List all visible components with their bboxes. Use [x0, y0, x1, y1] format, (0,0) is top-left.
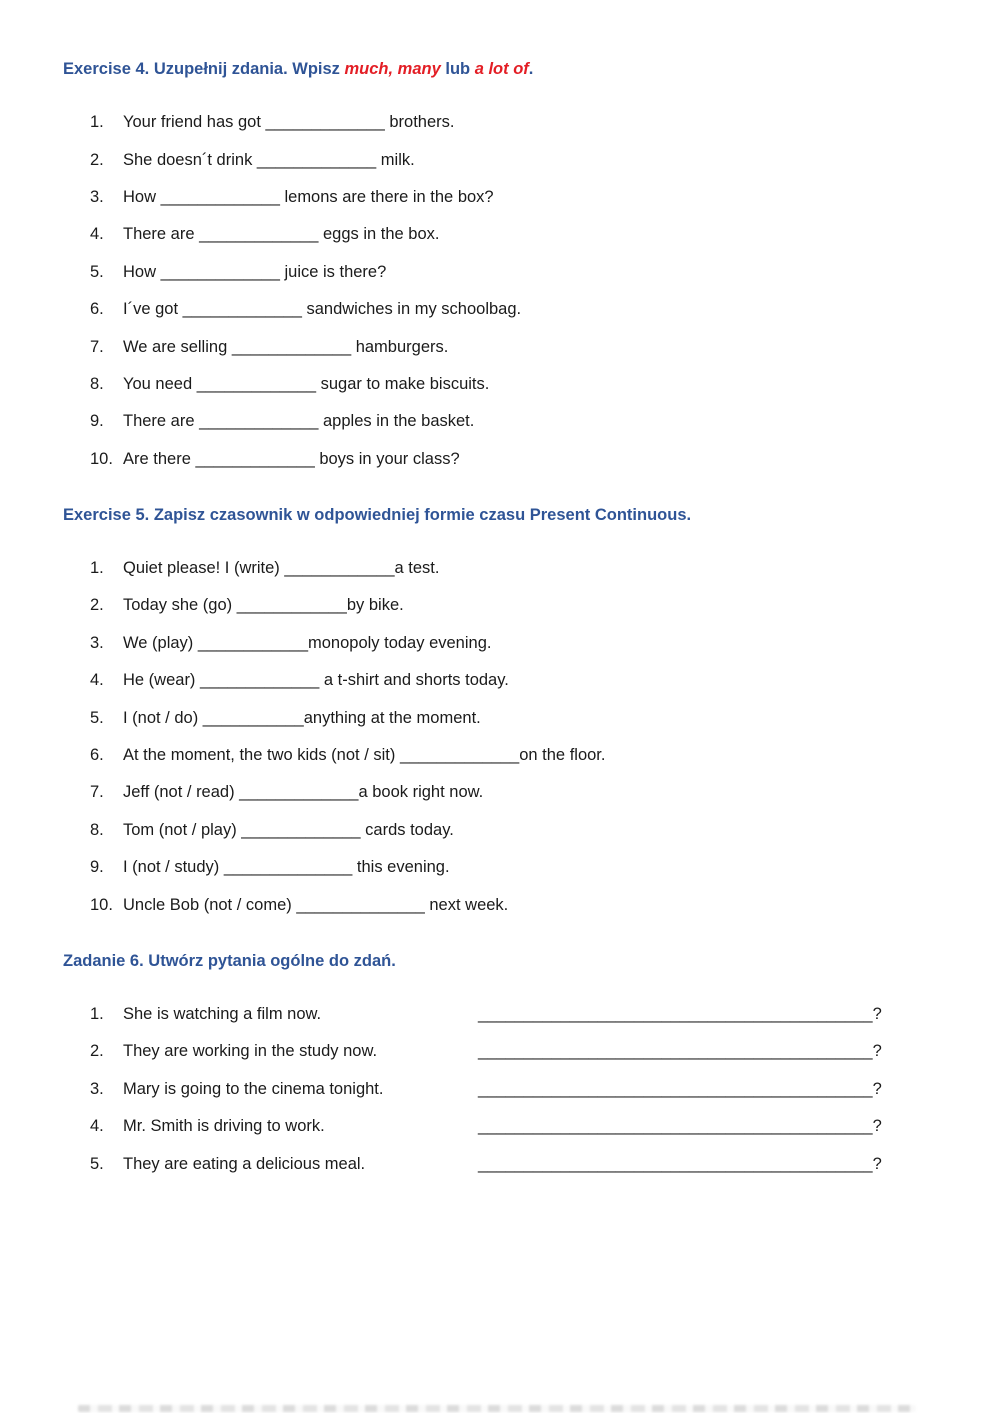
- item-sentence-with-blank: I (not / do) ___________anything at the moment.: [123, 708, 481, 727]
- item-number: 4.: [90, 1117, 104, 1136]
- item-number: 2.: [90, 150, 104, 169]
- item-sentence: They are working in the study now.: [123, 1042, 378, 1061]
- exercise4-heading-period: .: [528, 60, 534, 78]
- zadanie6-item: [90, 1145, 940, 1182]
- item-sentence: Mary is going to the cinema tonight.: [123, 1079, 384, 1098]
- item-sentence-with-blank: Your friend has got _____________ brothers.: [123, 113, 455, 132]
- item-sentence-with-blank: He (wear) _____________ a t-shirt and shorts today.: [123, 671, 509, 690]
- item-sentence-with-blank: She doesn´t drink _____________ milk.: [123, 150, 415, 169]
- item-number: 2.: [90, 596, 104, 615]
- item-sentence-with-blank: We (play) ____________monopoly today evening.: [123, 633, 492, 652]
- exercise4-item: [90, 328, 940, 365]
- item-number: 7.: [90, 783, 104, 802]
- item-number: 10.: [90, 449, 113, 468]
- item-number: 4.: [90, 225, 104, 244]
- exercise4-list: [90, 104, 940, 478]
- item-number: 5.: [90, 1154, 104, 1173]
- zadanie6-item: [90, 1108, 940, 1145]
- item-sentence: They are eating a delicious meal.: [123, 1154, 366, 1173]
- item-number: 5.: [90, 708, 104, 727]
- item-sentence-with-blank: We are selling _____________ hamburgers.: [123, 337, 449, 356]
- answer-blank-line: ___________________________________________?: [478, 1079, 882, 1098]
- item-sentence-with-blank: Tom (not / play) _____________ cards today.: [123, 820, 454, 839]
- answer-blank-line: ___________________________________________?: [478, 1005, 882, 1023]
- exercise5-item: [90, 625, 940, 662]
- item-sentence-with-blank: Uncle Bob (not / come) ______________ next week.: [123, 895, 509, 914]
- exercise4-heading-red-much-many: much, many: [344, 60, 441, 78]
- item-sentence-with-blank: There are _____________ eggs in the box.: [123, 225, 440, 244]
- item-number: 8.: [90, 820, 104, 839]
- item-sentence-with-blank: At the moment, the two kids (not / sit) _____________on the floor.: [123, 746, 606, 765]
- zadanie6-heading: Zadanie 6. Utwórz pytania ogólne do zdań.: [63, 951, 396, 970]
- item-number: 5.: [90, 262, 104, 281]
- item-sentence: She is watching a film now.: [123, 1005, 322, 1023]
- item-number: 9.: [90, 412, 104, 431]
- item-number: 3.: [90, 633, 104, 652]
- item-number: 1.: [90, 113, 104, 132]
- zadanie6-item: [90, 1071, 940, 1108]
- exercise4-heading: [63, 58, 940, 80]
- item-sentence-with-blank: How _____________ lemons are there in the box?: [123, 187, 494, 206]
- exercise4-heading-text: Exercise 4. Uzupełnij zdania. Wpisz: [63, 60, 345, 78]
- exercise4-item: [90, 104, 940, 141]
- answer-blank-line: ___________________________________________?: [478, 1117, 882, 1136]
- item-number: 6.: [90, 300, 104, 319]
- item-sentence: Mr. Smith is driving to work.: [123, 1117, 325, 1136]
- item-sentence-with-blank: I (not / study) ______________ this evening.: [123, 858, 450, 877]
- item-number: 2.: [90, 1042, 104, 1061]
- item-number: 7.: [90, 337, 104, 356]
- exercise5-item: [90, 886, 940, 923]
- item-number: 6.: [90, 746, 104, 765]
- exercise4-item: [90, 441, 940, 478]
- exercise5-item: [90, 699, 940, 736]
- exercise4-heading-red-a-lot-of: a lot of: [474, 60, 529, 78]
- item-number: 3.: [90, 1079, 104, 1098]
- item-number: 8.: [90, 374, 104, 393]
- item-sentence-with-blank: Are there _____________ boys in your class?: [123, 449, 460, 468]
- exercise4-item: [90, 141, 940, 178]
- exercise5-item: [90, 737, 940, 774]
- exercise5-item: [90, 662, 940, 699]
- item-number: 10.: [90, 895, 113, 914]
- exercise4-item: [90, 216, 940, 253]
- exercise5-item: [90, 812, 940, 849]
- exercise5-item: [90, 587, 940, 624]
- exercise5-item: [90, 550, 940, 587]
- item-sentence-with-blank: Quiet please! I (write) ____________a test.: [123, 559, 440, 578]
- exercise5-heading: Exercise 5. Zapisz czasownik w odpowiedniej formie czasu Present Continuous.: [63, 505, 692, 524]
- item-sentence-with-blank: How _____________ juice is there?: [123, 262, 387, 281]
- exercise4-item: [90, 291, 940, 328]
- answer-blank-line: ___________________________________________?: [478, 1042, 882, 1061]
- answer-blank-line: ___________________________________________?: [478, 1154, 882, 1173]
- exercise4-item: [90, 403, 940, 440]
- zadanie6-list: [90, 996, 940, 1183]
- exercise4-item: [90, 179, 940, 216]
- exercise5-list: [90, 550, 940, 924]
- item-sentence-with-blank: You need _____________ sugar to make biscuits.: [123, 374, 490, 393]
- item-number: 3.: [90, 187, 104, 206]
- exercise5-item: [90, 849, 940, 886]
- zadanie6-item: [90, 996, 940, 1033]
- item-sentence-with-blank: There are _____________ apples in the basket.: [123, 412, 475, 431]
- item-sentence-with-blank: Today she (go) ____________by bike.: [123, 596, 404, 615]
- exercise4-item: [90, 254, 940, 291]
- item-sentence-with-blank: Jeff (not / read) _____________a book right now.: [123, 783, 484, 802]
- item-number: 9.: [90, 858, 104, 877]
- cutoff-text-artifact: [78, 1405, 916, 1412]
- item-number: 1.: [90, 559, 104, 578]
- item-sentence-with-blank: I´ve got _____________ sandwiches in my schoolbag.: [123, 300, 522, 319]
- zadanie6-item: [90, 1033, 940, 1070]
- exercise4-heading-text-lub: lub: [440, 60, 475, 78]
- exercise4-item: [90, 366, 940, 403]
- item-number: 1.: [90, 1005, 104, 1023]
- item-number: 4.: [90, 671, 104, 690]
- exercise5-item: [90, 774, 940, 811]
